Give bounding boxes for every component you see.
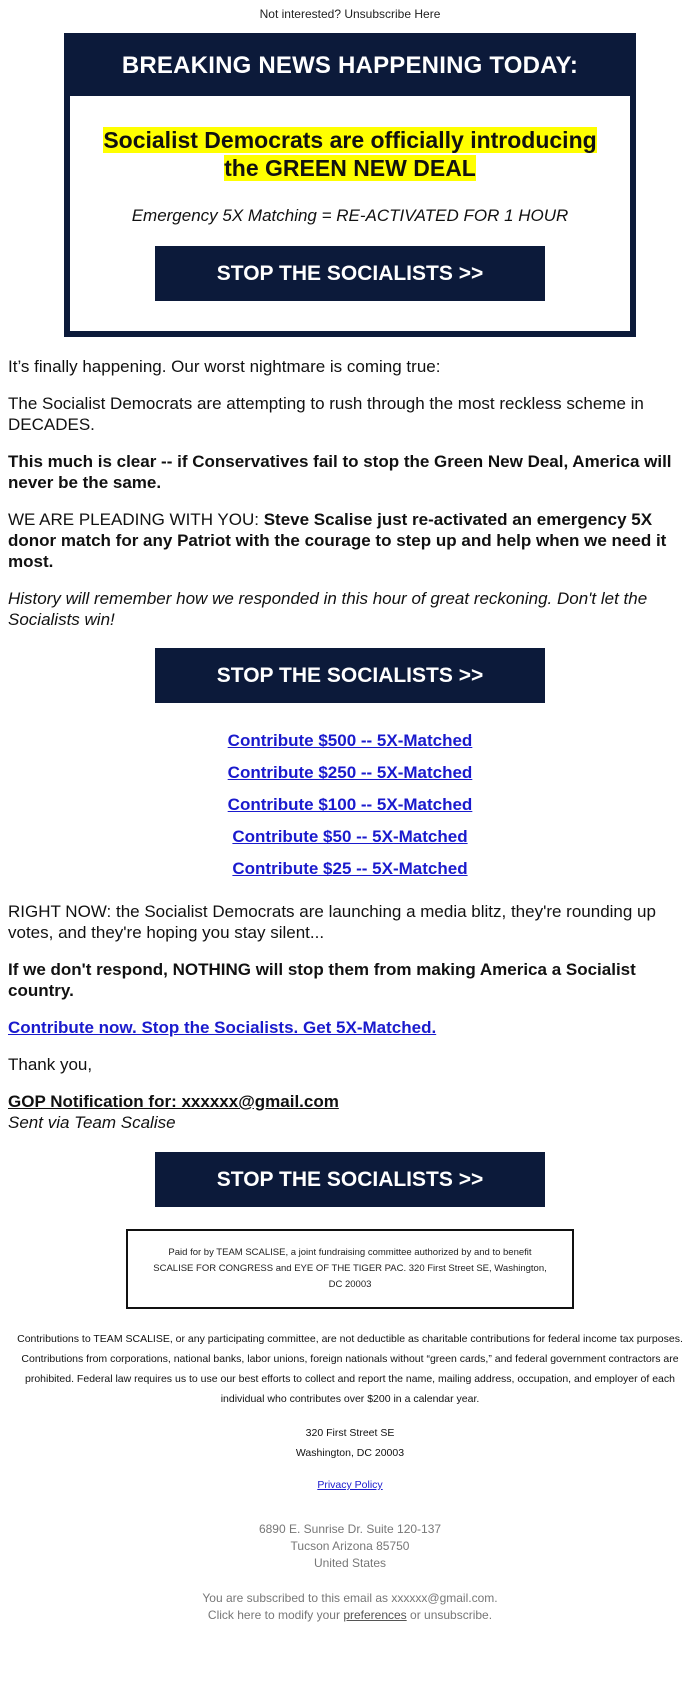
paragraph-pleading bbox=[8, 509, 692, 572]
contribute-50-link[interactable]: Contribute $50 -- 5X-Matched bbox=[232, 827, 468, 846]
footer-subscription bbox=[0, 1572, 700, 1624]
contribute-25-link[interactable]: Contribute $25 -- 5X-Matched bbox=[232, 859, 468, 878]
signature bbox=[8, 1091, 692, 1112]
sent-via: Sent via Team Scalise bbox=[8, 1113, 176, 1132]
paragraph-right-now: RIGHT NOW: the Socialist Democrats are launching a media blitz, they're rounding up votes, and they're hoping you stay silent... bbox=[8, 902, 656, 942]
paragraph-scheme: The Socialist Democrats are attempting to rush through the most reckless scheme in DECADES. bbox=[8, 394, 644, 434]
cta-middle-wrap bbox=[8, 630, 692, 725]
privacy-wrap bbox=[0, 1463, 700, 1491]
cta-bottom-wrap bbox=[8, 1133, 692, 1229]
contribute-250-link[interactable]: Contribute $250 -- 5X-Matched bbox=[227, 763, 473, 782]
pleading-bold: Steve Scalise just re-activated an emergency 5X donor match for any Patriot with the courage to step up and help when we need it most. bbox=[8, 510, 667, 571]
modify-line bbox=[0, 1607, 700, 1624]
banner-heading: BREAKING NEWS HAPPENING TODAY: bbox=[121, 52, 579, 79]
subscribed-suffix: . bbox=[494, 1591, 498, 1605]
committee-address bbox=[0, 1409, 700, 1463]
stop-socialists-button-middle[interactable]: STOP THE SOCIALISTS >> bbox=[155, 648, 545, 703]
address-line-1: 320 First Street SE bbox=[305, 1427, 395, 1439]
subscribed-line bbox=[0, 1590, 700, 1607]
matching-notice: Emergency 5X Matching = RE-ACTIVATED FOR 1 HOUR bbox=[131, 206, 569, 225]
paid-for-disclaimer: Paid for by TEAM SCALISE, a joint fundraising committee authorized by and to benefit SCALISE FOR CONGRESS and EYE OF THE TIGER PAC. 320 First Street SE, Washington, DC 20003 bbox=[126, 1229, 574, 1309]
paragraph-intro: It’s finally happening. Our worst nightmare is coming true: bbox=[8, 357, 441, 376]
banner-headline bbox=[90, 126, 610, 182]
thank-you: Thank you, bbox=[8, 1055, 93, 1074]
breaking-news-banner bbox=[64, 33, 636, 337]
modify-prefix: Click here to modify your bbox=[207, 1608, 344, 1622]
headline-line-2: the GREEN NEW DEAL bbox=[224, 155, 476, 181]
headline-line-1: Socialist Democrats are officially introducing bbox=[103, 127, 597, 153]
paragraph-clear: This much is clear -- if Conservatives fail to stop the Green New Deal, America will never be the same. bbox=[8, 452, 672, 492]
paragraph-respond: If we don't respond, NOTHING will stop them from making America a Socialist country. bbox=[8, 960, 636, 1000]
modify-suffix: or unsubscribe. bbox=[406, 1608, 493, 1622]
stop-socialists-button-bottom[interactable]: STOP THE SOCIALISTS >> bbox=[155, 1152, 545, 1207]
contribute-now-link[interactable]: Contribute now. Stop the Socialists. Get 5X-Matched. bbox=[8, 1018, 437, 1037]
subscribed-prefix: You are subscribed to this email as bbox=[202, 1591, 392, 1605]
legal-disclaimer: Contributions to TEAM SCALISE, or any participating committee, are not deductible as charitable contributions for federal income tax purposes. Contributions from corporations, national banks, labor unions, foreign nationals without “green cards,” and federal government contractors are prohibited. Federal law requires us to use our best efforts to collect and report the name, mailing address, occupation, and employer of each individual who contributes over $200 in a calendar year. bbox=[17, 1333, 683, 1405]
paragraph-contribute-now bbox=[8, 1017, 692, 1038]
privacy-policy-link[interactable]: Privacy Policy bbox=[317, 1479, 383, 1491]
paragraph-history: History will remember how we responded in this hour of great reckoning. Don't let the Socialists win! bbox=[8, 589, 648, 629]
unsubscribe-link[interactable]: Not interested? Unsubscribe Here bbox=[259, 7, 441, 21]
stop-socialists-button-top[interactable]: STOP THE SOCIALISTS >> bbox=[155, 246, 545, 301]
top-unsubscribe bbox=[0, 0, 700, 33]
banner-inner bbox=[70, 96, 630, 331]
pleading-lead: WE ARE PLEADING WITH YOU: bbox=[8, 510, 264, 529]
contribute-100-link[interactable]: Contribute $100 -- 5X-Matched bbox=[227, 795, 473, 814]
contribution-links bbox=[8, 725, 692, 885]
subscribed-email: xxxxxx@gmail.com bbox=[391, 1591, 495, 1605]
contribute-500-link[interactable]: Contribute $500 -- 5X-Matched bbox=[227, 731, 473, 750]
address-line-2: Washington, DC 20003 bbox=[295, 1447, 405, 1459]
footer-address-line-2: Tucson Arizona 85750 bbox=[290, 1539, 410, 1553]
preferences-link[interactable]: preferences bbox=[343, 1608, 407, 1622]
footer-address bbox=[0, 1491, 700, 1572]
gop-notification-link[interactable]: GOP Notification for: xxxxxx@gmail.com bbox=[8, 1092, 339, 1111]
footer-address-line-1: 6890 E. Sunrise Dr. Suite 120-137 bbox=[258, 1522, 442, 1536]
footer-address-line-3: United States bbox=[313, 1556, 387, 1570]
email-body bbox=[0, 356, 700, 1229]
